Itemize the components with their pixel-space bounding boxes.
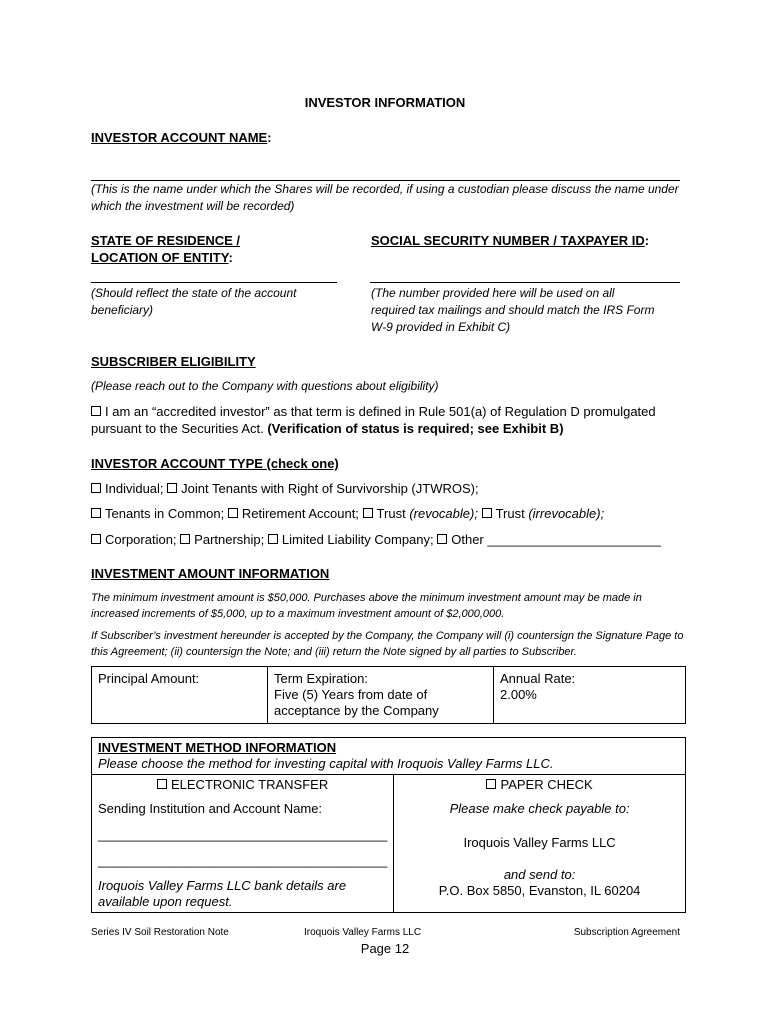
accredited-checkbox[interactable] <box>91 406 101 416</box>
amount-table <box>91 666 686 724</box>
term-value: Five (5) Years from date of acceptance by the Company <box>274 687 439 718</box>
jtwros-checkbox[interactable] <box>167 483 177 493</box>
account-name-note: (This is the name under which the Shares will be recorded, if using a custodian please discuss the name under which the investment will be recorded) <box>91 182 679 213</box>
method-title: INVESTMENT METHOD INFORMATION <box>98 740 337 755</box>
retirement-checkbox[interactable] <box>228 508 238 518</box>
tic-checkbox[interactable] <box>91 508 101 518</box>
principal-cell[interactable] <box>92 667 268 724</box>
term-label: Term Expiration: <box>274 671 368 686</box>
method-subtitle: Please choose the method for investing capital with Iroquois Valley Farms LLC. <box>98 756 554 771</box>
paper-checkbox[interactable] <box>486 779 496 789</box>
amount-paragraph-1: The minimum investment amount is $50,000. Purchases above the minimum investment amount may be made in increased increments of $5,000, up to a maximum investment amount of $2,000,000. <box>91 592 642 620</box>
ssn-note: (The number provided here will be used on all required tax mailings and should match the IRS Form W-9 provided in Exhibit C) <box>371 286 655 334</box>
accredited-statement: I am an “accredited investor” as that term is defined in Rule 501(a) of Regulation D promulgated pursuant to the Securities Act. (Verification of status is required; see Exhibit B) <box>91 404 656 436</box>
llc-checkbox[interactable] <box>268 534 278 544</box>
footer-center: Iroquois Valley Farms LLC <box>304 927 422 938</box>
state-note: (Should reflect the state of the account beneficiary) <box>91 286 297 317</box>
principal-label: Principal Amount: <box>98 671 200 686</box>
eligibility-title: SUBSCRIBER ELIGIBILITY <box>91 354 256 369</box>
trust-revocable-checkbox[interactable] <box>363 508 373 518</box>
paper-option[interactable]: PAPER CHECK <box>400 777 679 793</box>
bank-details-note: Iroquois Valley Farms LLC bank details are available upon request. <box>98 878 347 909</box>
rate-cell <box>494 667 686 724</box>
method-table <box>91 737 686 913</box>
trust-irrevocable-checkbox[interactable] <box>482 508 492 518</box>
footer-left: Series IV Soil Restoration Note <box>91 927 229 938</box>
other-blank[interactable]: ________________________ <box>487 532 661 547</box>
amount-title: INVESTMENT AMOUNT INFORMATION <box>91 566 330 581</box>
mailing-address: P.O. Box 5850, Evanston, IL 60204 <box>438 883 641 898</box>
electronic-option[interactable]: ELECTRONIC TRANSFER <box>98 777 387 793</box>
payee-name: Iroquois Valley Farms LLC <box>463 835 616 850</box>
page-number: Page 12 <box>360 941 410 956</box>
electronic-cell <box>92 775 394 913</box>
term-cell <box>268 667 494 724</box>
send-to-label: and send to: <box>503 867 576 882</box>
ssn-field[interactable] <box>370 282 680 283</box>
footer-right: Subscription Agreement <box>573 927 680 938</box>
rate-label: Annual Rate: <box>500 671 576 686</box>
account-type-row-1: Individual; Joint Tenants with Right of Survivorship (JTWROS); <box>91 480 479 497</box>
electronic-checkbox[interactable] <box>157 779 167 789</box>
corporation-checkbox[interactable] <box>91 534 101 544</box>
account-type-row-3: Corporation; Partnership; Limited Liability Company; Other ________________________ <box>91 531 661 548</box>
partnership-checkbox[interactable] <box>180 534 190 544</box>
paper-cell <box>394 775 686 913</box>
individual-checkbox[interactable] <box>91 483 101 493</box>
account-type-title: INVESTOR ACCOUNT TYPE (check one) <box>91 456 339 471</box>
other-checkbox[interactable] <box>437 534 447 544</box>
rate-value: 2.00% <box>500 687 537 702</box>
method-header-cell <box>92 738 686 775</box>
page-heading: INVESTOR INFORMATION <box>304 95 466 110</box>
account-name-label: INVESTOR ACCOUNT NAME: <box>91 130 272 145</box>
state-label: STATE OF RESIDENCE / LOCATION OF ENTITY: <box>91 233 241 265</box>
payable-to-label: Please make check payable to: <box>449 801 630 816</box>
institution-blank-2[interactable]: ________________________________________ <box>98 853 388 868</box>
eligibility-note: (Please reach out to the Company with questions about eligibility) <box>91 379 439 393</box>
institution-label: Sending Institution and Account Name: <box>98 801 323 816</box>
account-type-row-2: Tenants in Common; Retirement Account; Trust (revocable); Trust (irrevocable); <box>91 505 604 522</box>
institution-blank-1[interactable]: ________________________________________ <box>98 827 388 842</box>
state-field[interactable] <box>91 282 337 283</box>
ssn-label: SOCIAL SECURITY NUMBER / TAXPAYER ID: <box>371 233 650 248</box>
amount-paragraph-2: If Subscriber’s investment hereunder is accepted by the Company, the Company will (i) countersign the Signature Page to this Agreement; (ii) countersign the Note; and (iii) return the Note signed by all parties to Subscriber. <box>91 630 684 658</box>
